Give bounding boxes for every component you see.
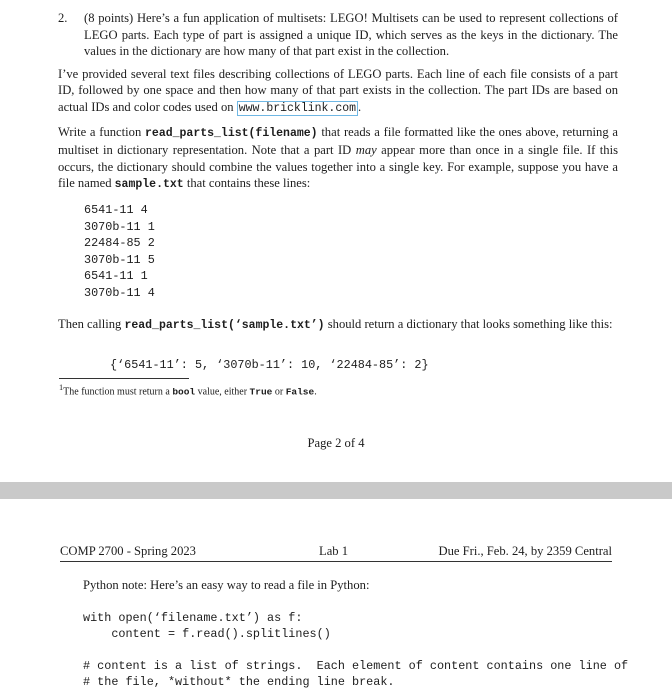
code-line: with open(‘filename.txt’) as f: <box>83 611 303 625</box>
footnote: $^1$The function must return a bool value, either True or False. <box>59 383 317 398</box>
sample-filename: sample.txt <box>114 178 184 192</box>
page-number: Page 2 of 4 <box>307 436 365 450</box>
sample-line: 3070b-11 5 <box>84 252 155 267</box>
problem-2 <box>58 10 618 340</box>
sample-line: 6541-11 4 <box>84 202 148 217</box>
files-paragraph: I’ve provided several text files describing collections of LEGO parts. Each line of each file consists of a part ID, followed by one space and then how many of that part exists in the collection. The part IDs are based on actual IDs and color codes used on www.bricklink.com . <box>58 66 618 115</box>
code-comment: # content is a list of strings. Each element of content contains one line of <box>83 659 629 673</box>
python-note: Python note: Here’s an easy way to read a file in Python: <box>83 578 370 592</box>
sample-file-contents <box>84 202 618 302</box>
code-comment: # the file, *without* the ending line break. <box>83 675 395 689</box>
sample-line: 3070b-11 4 <box>84 285 155 300</box>
task-paragraph: Write a function read_parts_list(filename) that reads a file formatted like the ones above, returning a multiset in dictionary representation. Note that a part ID may appear more than once in a single file. If this occurs, the dictionary should combine the values together into a single key. For example, suppose you have a file named sample.txt that contains these lines: <box>58 124 618 192</box>
sample-line: 3070b-11 1 <box>84 219 155 234</box>
due-date: Due Fri., Feb. 24, by 2359 Central <box>438 544 612 558</box>
item-number: 2. <box>58 11 68 25</box>
dict-result: {‘6541-11’: 5, ‘3070b-11’: 10, ‘22484-85’: 2} <box>110 358 429 372</box>
sample-line: 22484-85 2 <box>84 236 155 251</box>
sample-line: 6541-11 1 <box>84 269 148 284</box>
bricklink-link[interactable]: www.bricklink.com <box>238 101 357 115</box>
function-name: read_parts_list(filename) <box>145 126 318 140</box>
page-header <box>60 544 612 562</box>
code-line: content = f.read().splitlines() <box>83 627 331 641</box>
course-title: COMP 2700 - Spring 2023 <box>60 544 196 558</box>
then-paragraph: Then calling read_parts_list(‘sample.txt’) should return a dictionary that looks something like this: <box>58 316 613 332</box>
function-call: read_parts_list(‘sample.txt’) <box>124 318 325 332</box>
intro-paragraph: (8 points) Here’s a fun application of multisets: LEGO! Multisets can be used to represent collections of LEGO parts. Each type of part is assigned a unique ID, which serves as the keys in the dictionary. The values in the dictionary are how many of that part exist in the collection. <box>84 11 618 59</box>
page-separator <box>0 482 672 499</box>
footnote-rule <box>59 378 189 379</box>
lab-title: Lab 1 <box>319 544 349 558</box>
